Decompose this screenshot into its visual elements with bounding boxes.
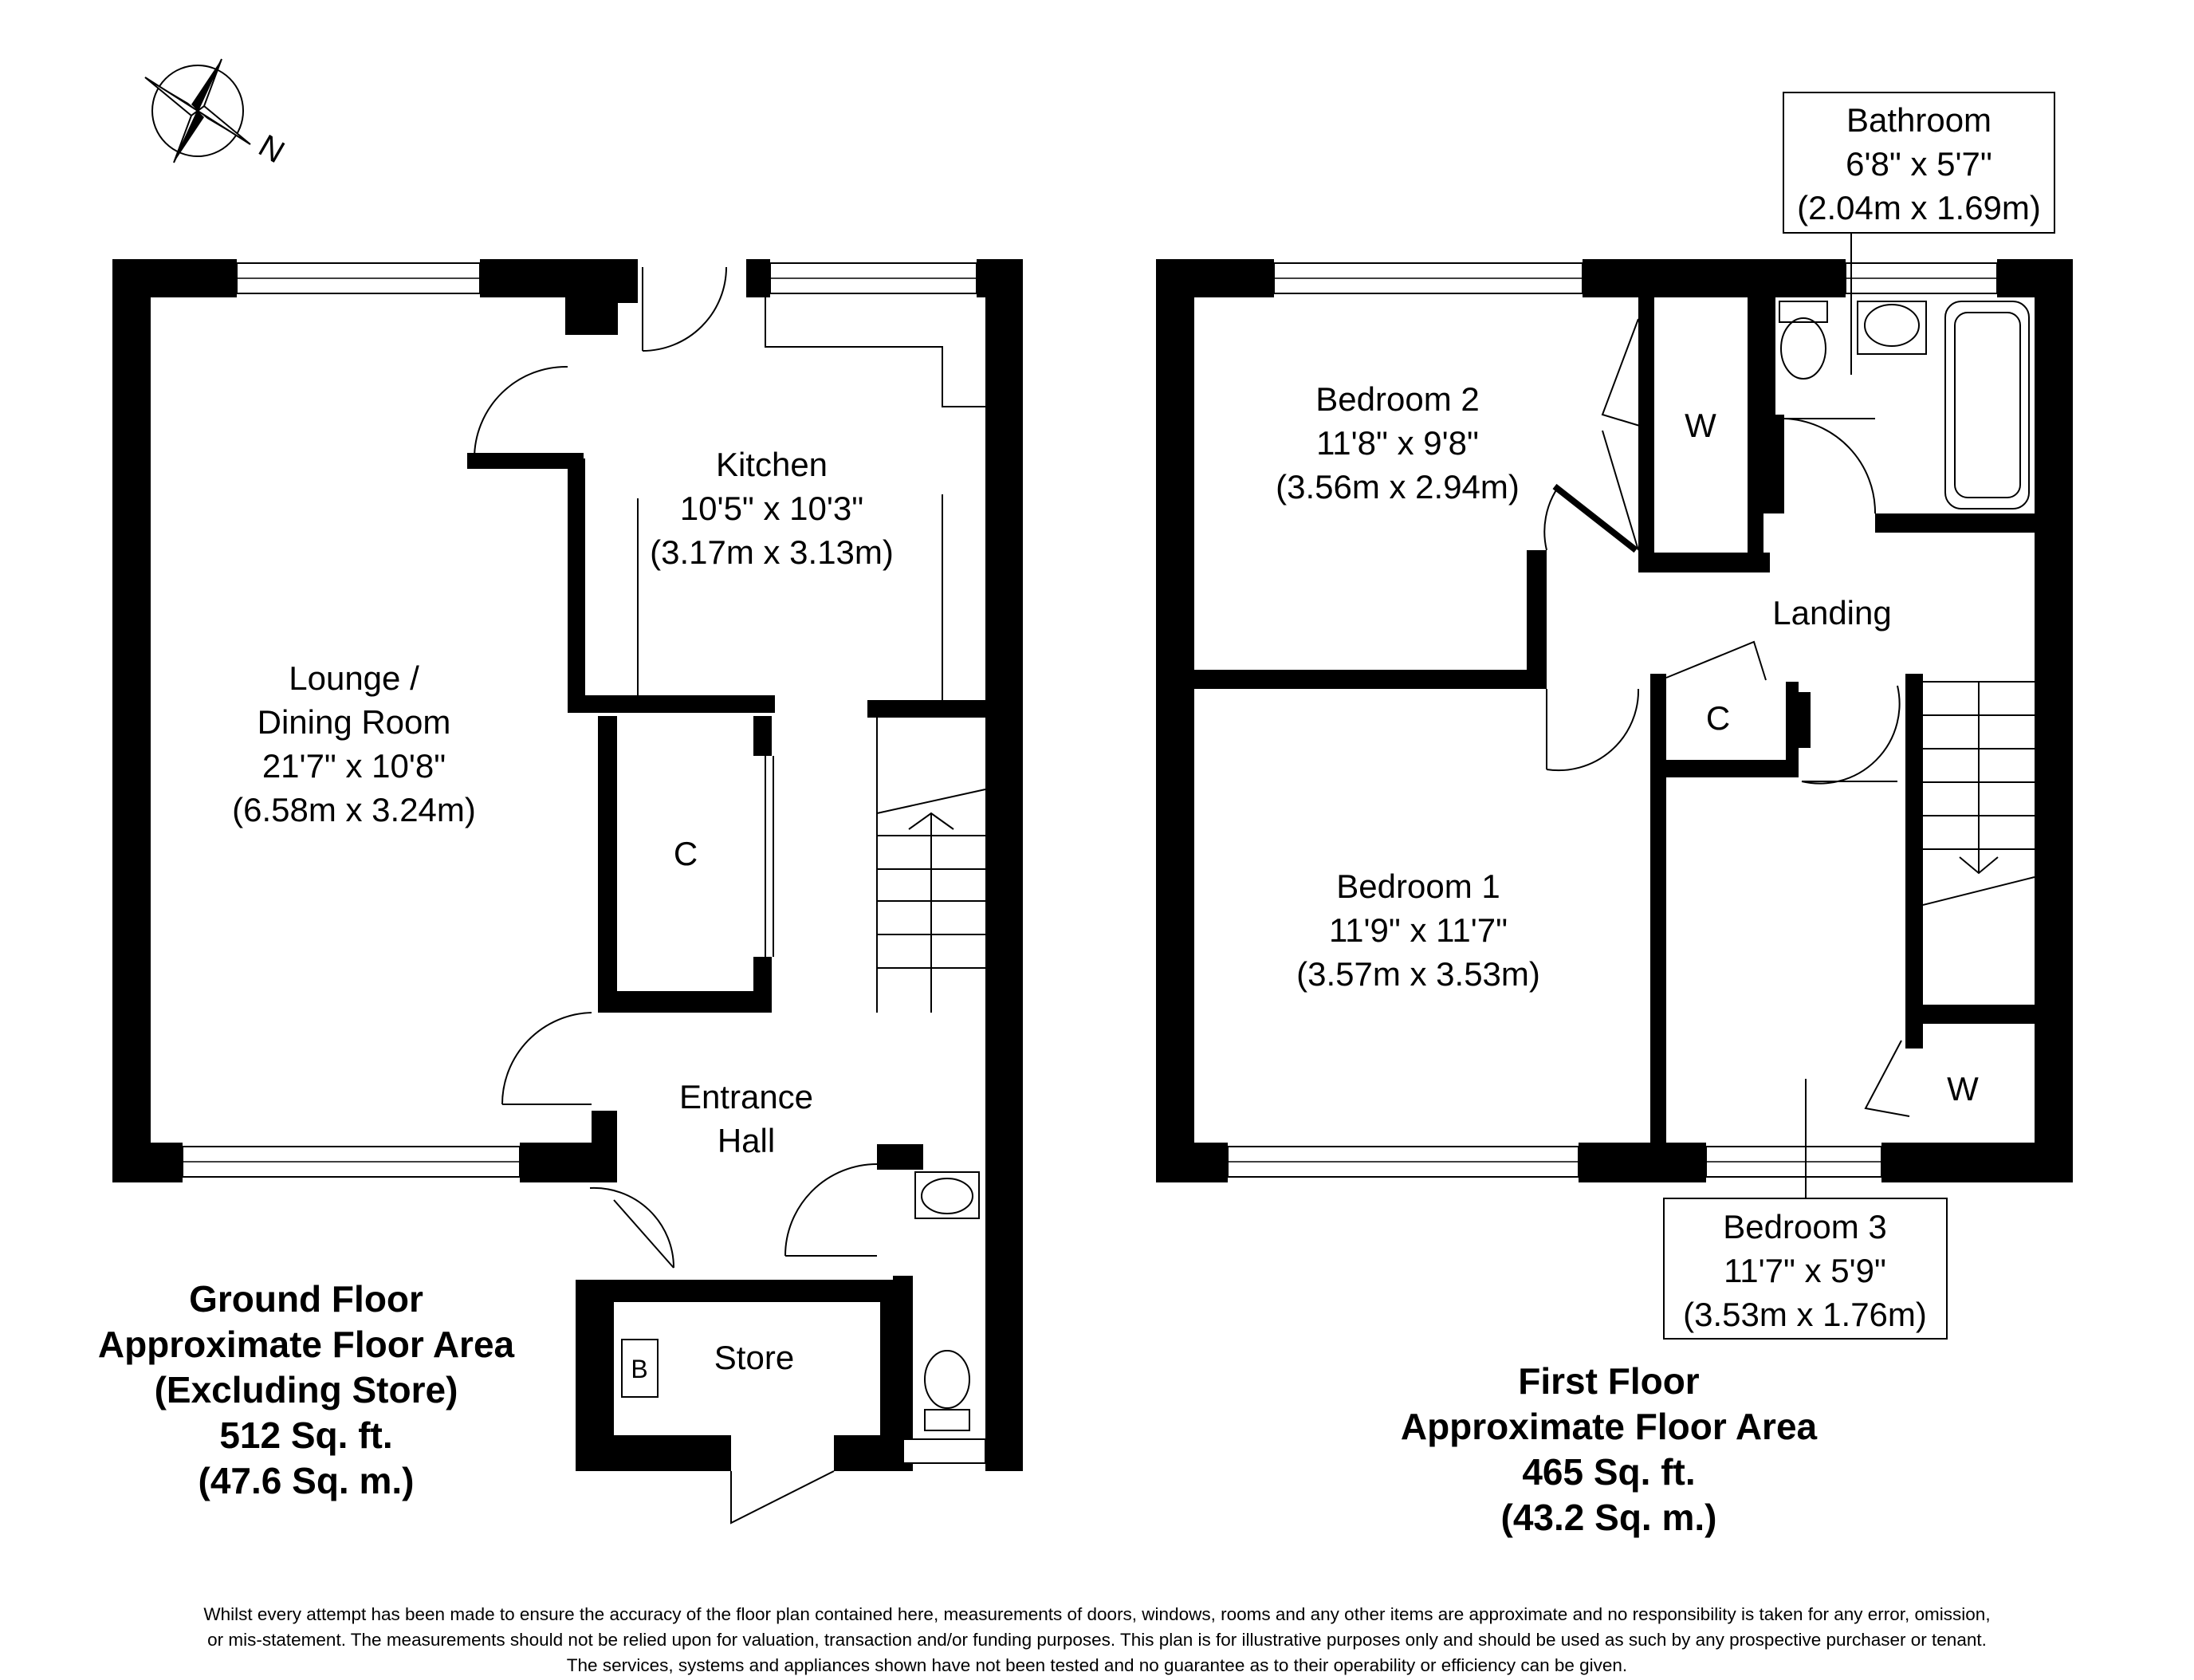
first-area-line1: First Floor [1518,1360,1700,1402]
ground-area-line3: (Excluding Store) [154,1369,458,1410]
lounge-name-line1: Lounge / [289,659,419,697]
ground-area-line2: Approximate Floor Area [97,1324,515,1365]
store-label: Store [714,1339,795,1376]
bedroom3-name: Bedroom 3 [1723,1208,1887,1245]
first-area-line2: Approximate Floor Area [1400,1406,1818,1447]
bathroom-basin-icon [1858,301,1926,354]
bedroom2-wardrobe-label: W [1685,407,1716,444]
kitchen-size-imperial: 10'5" x 10'3" [679,490,864,527]
lounge-name-line2: Dining Room [257,703,451,741]
lounge-size-metric: (6.58m x 3.24m) [232,791,476,828]
bedroom3-size-imperial: 11'7" x 5'9" [1724,1252,1886,1289]
bedroom2-size-imperial: 11'8" x 9'8" [1316,424,1479,462]
compass-north-label: N [252,128,291,171]
bedroom2-size-metric: (3.56m x 2.94m) [1276,468,1520,506]
disclaimer-line1: Whilst every attempt has been made to ensure the accuracy of the floor plan contained here, measurements of doors, windows, rooms and any other items are approximate and no responsibility is taken for any error, omission, [203,1604,1991,1624]
bedroom1-size-metric: (3.57m x 3.53m) [1296,955,1540,993]
landing-cupboard-label: C [1705,699,1731,737]
ground-floor-labels [98,446,894,1501]
bedroom1-size-imperial: 11'9" x 11'7" [1328,911,1508,949]
landing-label: Landing [1772,594,1892,631]
kitchen-size-metric: (3.17m x 3.13m) [650,533,894,571]
first-area-line3: 465 Sq. ft. [1522,1451,1696,1493]
wc-toilet-icon [925,1351,969,1430]
bedroom3-size-metric: (3.53m x 1.76m) [1683,1296,1927,1333]
ground-area-line4: 512 Sq. ft. [219,1414,393,1456]
ground-area-line1: Ground Floor [189,1278,423,1320]
wc-basin-icon [915,1172,979,1218]
ground-area-line5: (47.6 Sq. m.) [198,1460,415,1501]
disclaimer [203,1604,1990,1675]
ground-cupboard-label: C [673,835,698,872]
lounge-size-imperial: 21'7" x 10'8" [261,747,446,785]
bedroom2-name: Bedroom 2 [1315,380,1480,418]
compass [145,59,290,170]
bedroom3-wardrobe-label: W [1947,1070,1979,1108]
first-area-line4: (43.2 Sq. m.) [1500,1497,1717,1538]
bathroom-toilet-icon [1779,301,1827,379]
boiler-label: B [631,1355,648,1383]
disclaimer-line3: The services, systems and appliances shown have not been tested and no guarantee as to their operability or efficiency can be given. [566,1655,1628,1675]
compass-star-icon [145,59,250,163]
bedroom1-name: Bedroom 1 [1336,868,1500,905]
bathroom-name: Bathroom [1846,101,1992,139]
first-floor-walls [1156,259,2073,1182]
disclaimer-line2: or mis-statement. The measurements should not be relied upon for valuation, transaction and/or funding purposes. This plan is for illustrative purposes only and should be used as such by any prospective purchaser or tenant. [207,1630,1987,1650]
entrance-hall-line2: Hall [717,1122,776,1159]
entrance-hall-line1: Entrance [678,1078,814,1115]
bathroom-size-metric: (2.04m x 1.69m) [1797,189,2041,226]
kitchen-name: Kitchen [715,446,828,483]
bathroom-size-imperial: 6'8" x 5'7" [1846,145,1992,183]
wc-window [903,1439,985,1463]
